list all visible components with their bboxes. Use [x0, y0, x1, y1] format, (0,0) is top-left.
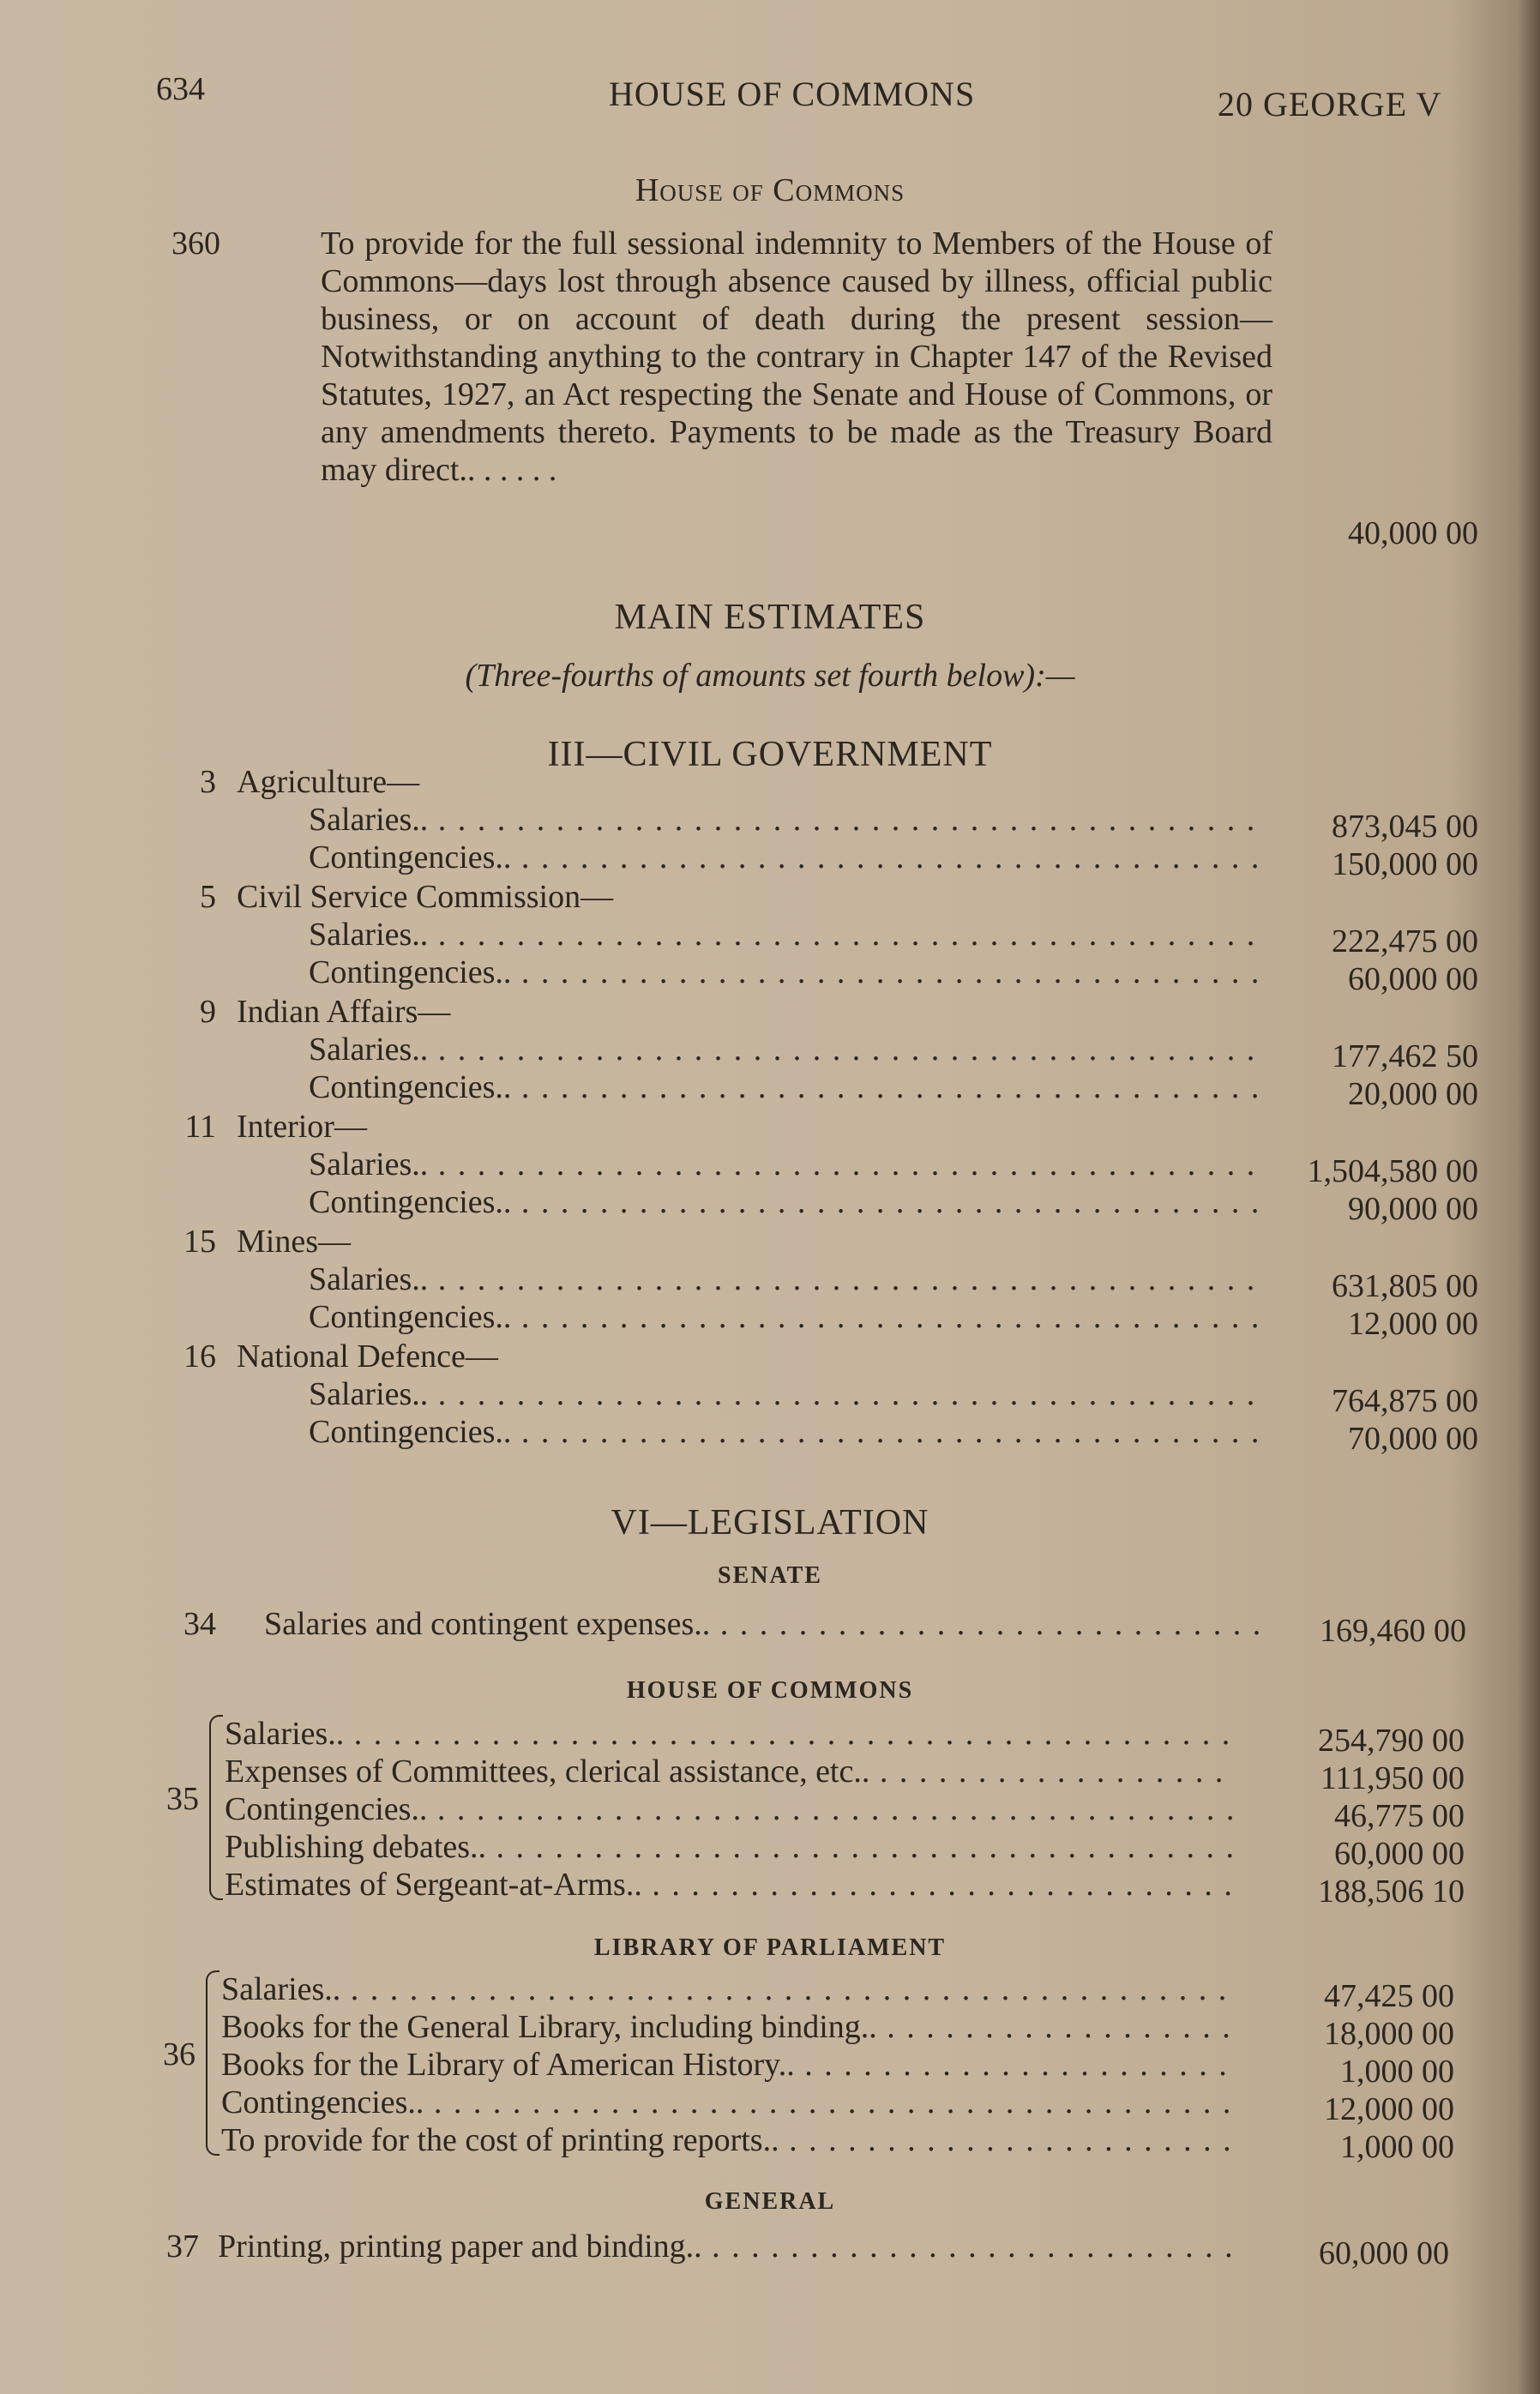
line-item [0, 953, 1540, 997]
amount: 90,000 00 [1348, 1191, 1478, 1227]
line-label: Salaries.. . . . [221, 1970, 1235, 2008]
vote-number: 9 [200, 994, 216, 1030]
vote-360-item [171, 225, 1286, 489]
line-item [0, 1790, 1540, 1834]
line-label: Contingencies.. . . . [309, 1068, 1260, 1106]
amount: 18,000 00 [1324, 2016, 1454, 2052]
line-label: Expenses of Committees, clerical assistance, etc.. . . . [225, 1753, 1235, 1790]
amount: 222,475 00 [1332, 923, 1478, 959]
department-heading [0, 1223, 1540, 1260]
line-label: Salaries.. . . . [309, 1146, 1260, 1183]
amount: 150,000 00 [1332, 846, 1478, 882]
line-label: Estimates of Sergeant-at-Arms.. . . . [225, 1866, 1235, 1904]
department-heading [0, 878, 1540, 916]
civil-government-title: III—CIVIL GOVERNMENT [547, 735, 993, 774]
line-label: Contingencies.. . . . [309, 953, 1260, 991]
running-header [0, 70, 1540, 122]
amount: 1,504,580 00 [1307, 1153, 1478, 1189]
vote-number: 36 [163, 2036, 196, 2072]
page-number: 634 [156, 71, 205, 107]
legislation-title: VI—LEGISLATION [611, 1503, 929, 1543]
amount: 631,805 00 [1332, 1268, 1478, 1304]
section-title-house-of-commons: House of Commons [635, 172, 905, 208]
amount: 40,000 00 [1348, 515, 1478, 551]
line-item [0, 1715, 1540, 1759]
vote-number: 11 [184, 1109, 216, 1145]
amount: 111,950 00 [1320, 1760, 1465, 1796]
line-label: Books for the General Library, including binding.. . . . [221, 2008, 1235, 2046]
line-label: Salaries.. . . . [309, 1031, 1260, 1068]
line-item [0, 2084, 1540, 2127]
line-item [0, 1413, 1540, 1457]
vote-number: 34 [183, 1606, 216, 1642]
main-estimates-title: MAIN ESTIMATES [614, 598, 926, 637]
line-label: Books for the Library of American History.. . . . [221, 2046, 1235, 2084]
line-item [0, 2046, 1540, 2090]
amount: 12,000 00 [1324, 2091, 1454, 2127]
amount: 20,000 00 [1348, 1076, 1478, 1112]
line-label: Salaries.. . . . [225, 1715, 1235, 1753]
line-item [0, 1970, 1540, 2014]
amount: 873,045 00 [1332, 809, 1478, 845]
line-item [0, 1753, 1540, 1796]
line-item [0, 1146, 1540, 1189]
amount: 764,875 00 [1332, 1383, 1478, 1419]
line-item [0, 1866, 1540, 1910]
senate-heading: SENATE [718, 1562, 822, 1589]
line-label: Printing, printing paper and binding.. . . . [218, 2228, 1235, 2265]
line-label: Contingencies.. . . . [225, 1790, 1235, 1828]
department-name: Agriculture— [237, 764, 420, 800]
line-label: To provide for the cost of printing reports.. . . . [221, 2121, 1235, 2159]
line-label: Contingencies.. . . . [309, 839, 1260, 876]
line-label: Contingencies.. . . . [309, 1298, 1260, 1336]
department-name: Mines— [237, 1224, 351, 1260]
regnal-year: 20 GEORGE V [1218, 85, 1442, 123]
amount: 177,462 50 [1332, 1038, 1478, 1074]
running-title: HOUSE OF COMMONS [609, 75, 976, 113]
main-estimates-subtitle: (Three-fourths of amounts set fourth below):— [465, 658, 1075, 694]
department-name: Civil Service Commission— [237, 879, 614, 915]
amount: 169,460 00 [1320, 1613, 1466, 1649]
senate-line-item [0, 1605, 1540, 1649]
department-heading [0, 1338, 1540, 1375]
line-label: Salaries.. . . . [309, 1375, 1260, 1413]
vote-number: 35 [166, 1781, 199, 1817]
department-name: Interior— [237, 1109, 367, 1145]
line-item [0, 1183, 1540, 1227]
amount: 46,775 00 [1334, 1798, 1465, 1834]
vote-360-amount-row [0, 514, 1540, 552]
department-heading [0, 1108, 1540, 1146]
amount: 12,000 00 [1348, 1306, 1478, 1342]
vote-text: To provide for the full sessional indemnity to Members of the House of Commons—days lost through absence caused by illness, official public business, or on account of death during the present session—Notwithstanding anything to the contrary in Chapter 147 of the Revised Statutes, 1927, an Act respecting the Senate and House of Commons, or any amendments thereto. Payments to be made as the Treasury Board may direct.. . . . . . [321, 226, 1272, 488]
line-item [0, 1031, 1540, 1074]
line-label: Salaries.. . . . [309, 916, 1260, 953]
house-of-commons-heading: HOUSE OF COMMONS [626, 1677, 914, 1704]
department-heading [0, 993, 1540, 1031]
vote-number: 37 [166, 2229, 199, 2265]
amount: 1,000 00 [1340, 2129, 1454, 2165]
department-heading [0, 763, 1540, 801]
line-item [0, 839, 1540, 882]
vote-number: 15 [183, 1224, 216, 1260]
amount: 188,506 10 [1318, 1874, 1465, 1910]
line-item [0, 1828, 1540, 1872]
line-label: Contingencies.. . . . [221, 2084, 1235, 2121]
vote-number: 5 [200, 879, 216, 915]
general-line-item [0, 2228, 1540, 2271]
line-label: Salaries.. . . . [309, 1260, 1260, 1298]
amount: 60,000 00 [1348, 961, 1478, 997]
general-heading: GENERAL [704, 2188, 836, 2215]
vote-number: 16 [183, 1338, 216, 1374]
line-item [0, 2008, 1540, 2052]
line-label: Salaries and contingent expenses.. . . . [264, 1605, 1260, 1643]
line-item [0, 1260, 1540, 1304]
line-label: Salaries.. . . . [309, 801, 1260, 839]
line-item [0, 1298, 1540, 1342]
amount: 254,790 00 [1318, 1723, 1465, 1759]
line-item [0, 2121, 1540, 2165]
department-name: Indian Affairs— [237, 994, 451, 1030]
department-name: National Defence— [237, 1338, 498, 1374]
amount: 70,000 00 [1348, 1421, 1478, 1457]
line-label: Contingencies.. . . . [309, 1413, 1260, 1451]
amount: 1,000 00 [1340, 2054, 1454, 2090]
line-item [0, 916, 1540, 959]
amount: 60,000 00 [1319, 2235, 1449, 2271]
line-item [0, 1068, 1540, 1112]
library-heading: LIBRARY OF PARLIAMENT [593, 1934, 947, 1961]
amount: 60,000 00 [1334, 1836, 1465, 1872]
line-item [0, 1375, 1540, 1419]
line-item [0, 801, 1540, 845]
vote-number: 360 [171, 226, 220, 262]
amount: 47,425 00 [1324, 1978, 1454, 2014]
vote-number: 3 [200, 764, 216, 800]
line-label: Contingencies.. . . . [309, 1183, 1260, 1221]
line-label: Publishing debates.. . . . [225, 1828, 1235, 1866]
